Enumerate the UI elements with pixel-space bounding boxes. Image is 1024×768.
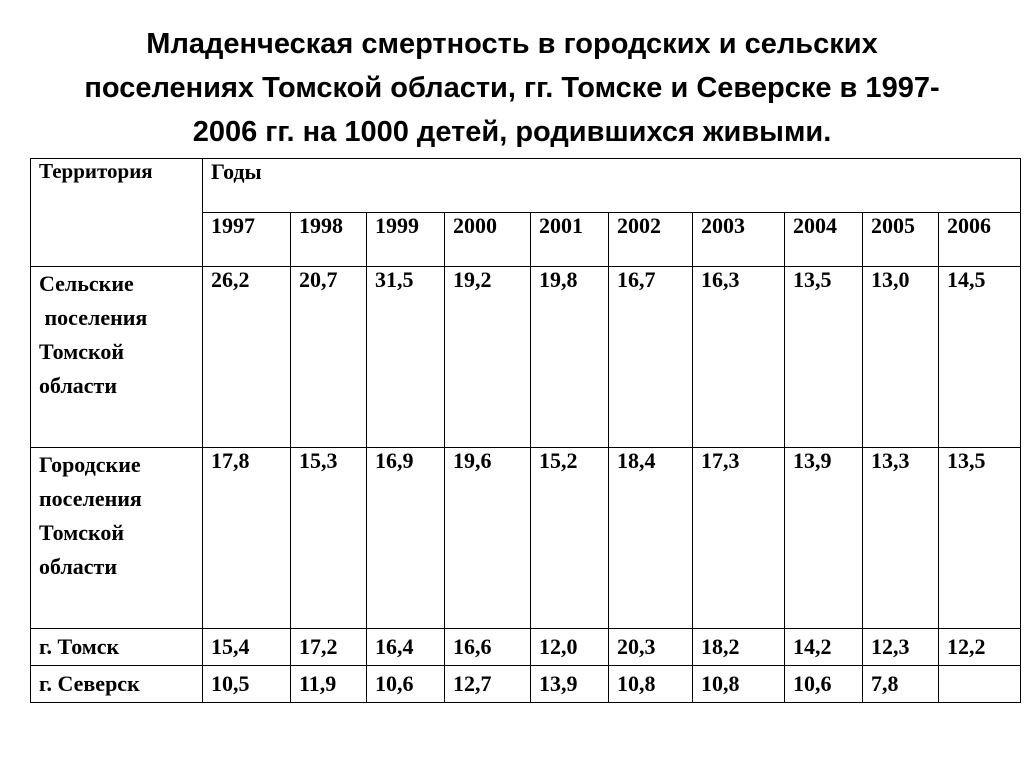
- table-cell: 13,0: [863, 267, 939, 448]
- years-header: Годы: [203, 159, 1021, 213]
- table-cell: 13,3: [863, 448, 939, 629]
- year-header: 2006: [939, 213, 1021, 267]
- table-cell: 15,3: [291, 448, 367, 629]
- table-cell: 16,6: [445, 629, 531, 666]
- table-cell: 15,4: [203, 629, 291, 666]
- table-cell: 16,9: [367, 448, 445, 629]
- table-cell: 17,8: [203, 448, 291, 629]
- table-cell: 18,2: [693, 629, 785, 666]
- row-label: [31, 629, 203, 666]
- title-line-3: 2006 гг. на 1000 детей, родившихся живыми.: [192, 116, 832, 148]
- table-cell: 12,2: [939, 629, 1021, 666]
- table-cell: 13,5: [939, 448, 1021, 629]
- table-cell: 17,3: [693, 448, 785, 629]
- row-label-line: Томской: [39, 339, 125, 364]
- territory-header: Территория: [31, 159, 203, 267]
- year-header: 2001: [531, 213, 609, 267]
- table-cell: 26,2: [203, 267, 291, 448]
- row-label-line: г. Томск: [39, 634, 120, 659]
- table-cell: 15,2: [531, 448, 609, 629]
- table-cell: 14,2: [785, 629, 863, 666]
- year-header: 2005: [863, 213, 939, 267]
- table-cell: 16,7: [609, 267, 693, 448]
- row-label-line: Городские: [39, 452, 141, 477]
- table-cell: 12,7: [445, 666, 531, 703]
- table-cell: 19,6: [445, 448, 531, 629]
- row-label: [31, 666, 203, 703]
- table-cell: 16,4: [367, 629, 445, 666]
- table-cell: 10,6: [785, 666, 863, 703]
- table-cell: 7,8: [863, 666, 939, 703]
- table-cell: 14,5: [939, 267, 1021, 448]
- table-cell: 11,9: [291, 666, 367, 703]
- table-cell: 10,6: [367, 666, 445, 703]
- row-label-line: Сельские: [39, 271, 134, 296]
- mortality-table: [30, 158, 1021, 703]
- table-row-urban: [31, 448, 1021, 629]
- table-cell: 13,9: [531, 666, 609, 703]
- table-cell: [939, 666, 1021, 703]
- table-cell: 20,7: [291, 267, 367, 448]
- table-row-rural: [31, 267, 1021, 448]
- table-cell: 31,5: [367, 267, 445, 448]
- row-label-line: поселения: [39, 486, 142, 511]
- table-cell: 17,2: [291, 629, 367, 666]
- table-cell: 12,0: [531, 629, 609, 666]
- year-header: 1999: [367, 213, 445, 267]
- page-title: [0, 22, 1024, 154]
- year-header: 1997: [203, 213, 291, 267]
- table-cell: 19,2: [445, 267, 531, 448]
- table-cell: 16,3: [693, 267, 785, 448]
- row-label-line: Томской: [39, 520, 125, 545]
- row-label-line: области: [39, 373, 118, 398]
- row-label: [31, 448, 203, 629]
- row-label: [31, 267, 203, 448]
- table-cell: 13,5: [785, 267, 863, 448]
- table-cell: 19,8: [531, 267, 609, 448]
- table-cell: 20,3: [609, 629, 693, 666]
- year-header: 2002: [609, 213, 693, 267]
- table-row-seversk: [31, 666, 1021, 703]
- table-cell: 18,4: [609, 448, 693, 629]
- table-cell: 10,8: [693, 666, 785, 703]
- table-cell: 13,9: [785, 448, 863, 629]
- title-line-1: Младенческая смертность в городских и сельских: [146, 28, 878, 60]
- year-header: 2000: [445, 213, 531, 267]
- title-line-2: поселениях Томской области, гг. Томске и Северске в 1997-: [84, 72, 940, 104]
- year-header: 2003: [693, 213, 785, 267]
- table-row-tomsk: [31, 629, 1021, 666]
- year-header: 1998: [291, 213, 367, 267]
- table-cell: 10,8: [609, 666, 693, 703]
- row-label-line: области: [39, 554, 118, 579]
- year-header: 2004: [785, 213, 863, 267]
- table-cell: 12,3: [863, 629, 939, 666]
- row-label-line: г. Северск: [39, 671, 140, 696]
- table-cell: 10,5: [203, 666, 291, 703]
- row-label-line: поселения: [39, 305, 148, 330]
